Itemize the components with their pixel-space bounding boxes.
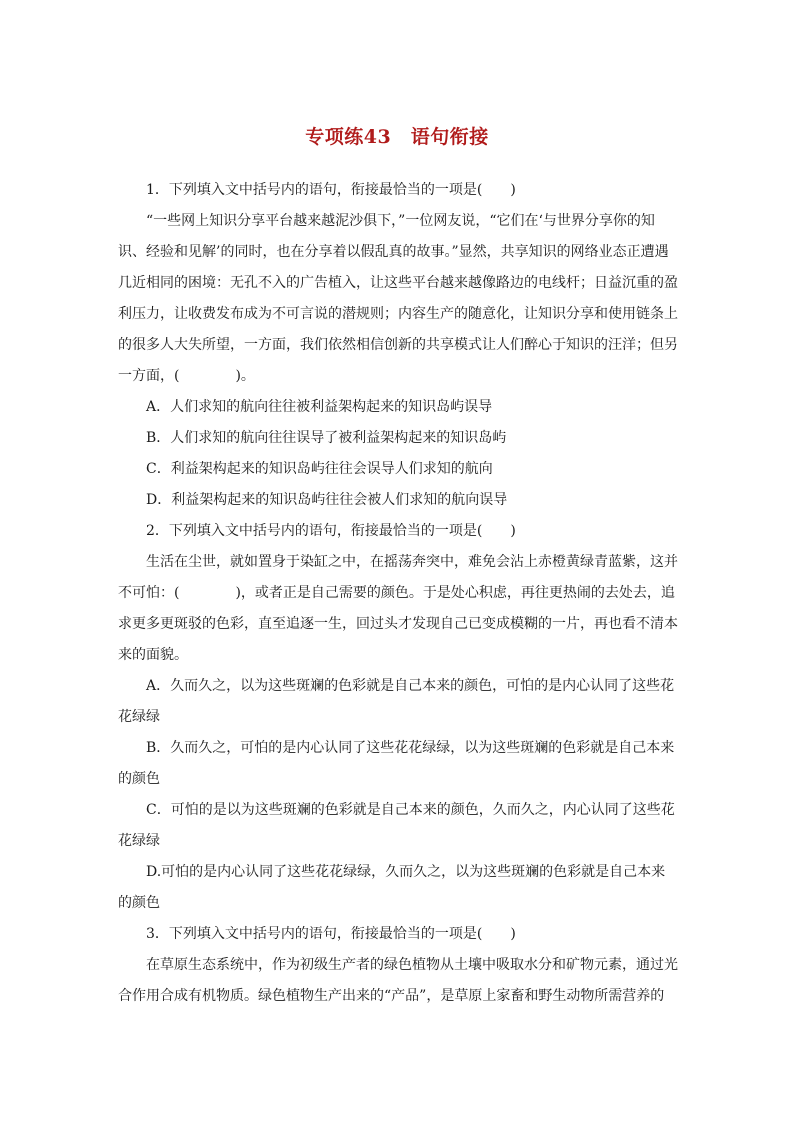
question-3-passage: 在草原生态系统中，作为初级生产者的绿色植物从土壤中吸取水分和矿物元素，通过光合作用合成有机物质。绿色植物生产出来的“产品”，是草原上家畜和野生动物所需营养的 xyxy=(118,957,678,1004)
question-2-passage: 生活在尘世，就如置身于染缸之中，在摇荡奔突中，难免会沾上赤橙黄绿青蓝紫，这并不可怕：( )，或者正是自己需要的颜色。于是处心积虑，再往更热闹的去处去，追求更多更斑驳的色彩，直至追逐一生，回过头才发现自己已变成模糊的一片，再也看不清本来的面貌。 xyxy=(118,554,678,663)
question-1-option-d: D．利益架构起来的知识岛屿往往会被人们求知的航向误导 xyxy=(146,492,508,508)
document-body xyxy=(118,175,678,1012)
page-title: 专项练43 语句衔接 xyxy=(305,126,489,148)
question-1-option-b: B．人们求知的航向往往误导了被利益架构起来的知识岛屿 xyxy=(146,430,507,446)
question-1-stem: 1．下列填入文中括号内的语句，衔接最恰当的一项是( ) xyxy=(146,182,516,198)
question-2-option-c: C．可怕的是以为这些斑斓的色彩就是自己本来的颜色，久而久之，内心认同了这些花花绿绿 xyxy=(118,802,675,849)
question-2-option-a: A．久而久之，以为这些斑斓的色彩就是自己本来的颜色，可怕的是内心认同了这些花花绿绿 xyxy=(118,678,675,725)
question-2-option-d: D.可怕的是内心认同了这些花花绿绿，久而久之，以为这些斑斓的色彩就是自己本来的颜色 xyxy=(118,864,666,911)
question-1-option-a: A．人们求知的航向往往被利益架构起来的知识岛屿误导 xyxy=(146,399,493,415)
question-2-option-b: B．久而久之，可怕的是内心认同了这些花花绿绿，以为这些斑斓的色彩就是自己本来的颜色 xyxy=(118,740,675,787)
question-1-option-c: C．利益架构起来的知识岛屿往往会误导人们求知的航向 xyxy=(146,461,493,477)
question-2-stem: 2．下列填入文中括号内的语句，衔接最恰当的一项是( ) xyxy=(146,523,516,539)
question-1-passage: “一些网上知识分享平台越来越泥沙俱下，”一位网友说，“它们在‘与世界分享你的知识、经验和见解’的同时，也在分享着以假乱真的故事。”显然，共享知识的网络业态正遭遇几近相同的困境：无孔不入的广告植入，让这些平台越来越像路边的电线杆；日益沉重的盈利压力，让收费发布成为不可言说的潜规则；内容生产的随意化，让知识分享和使用链条上的很多人大失所望，一方面，我们依然相信创新的共享模式让人们醉心于知识的汪洋；但另一方面，( )。 xyxy=(118,213,678,384)
question-3-stem: 3．下列填入文中括号内的语句，衔接最恰当的一项是( ) xyxy=(146,926,516,942)
